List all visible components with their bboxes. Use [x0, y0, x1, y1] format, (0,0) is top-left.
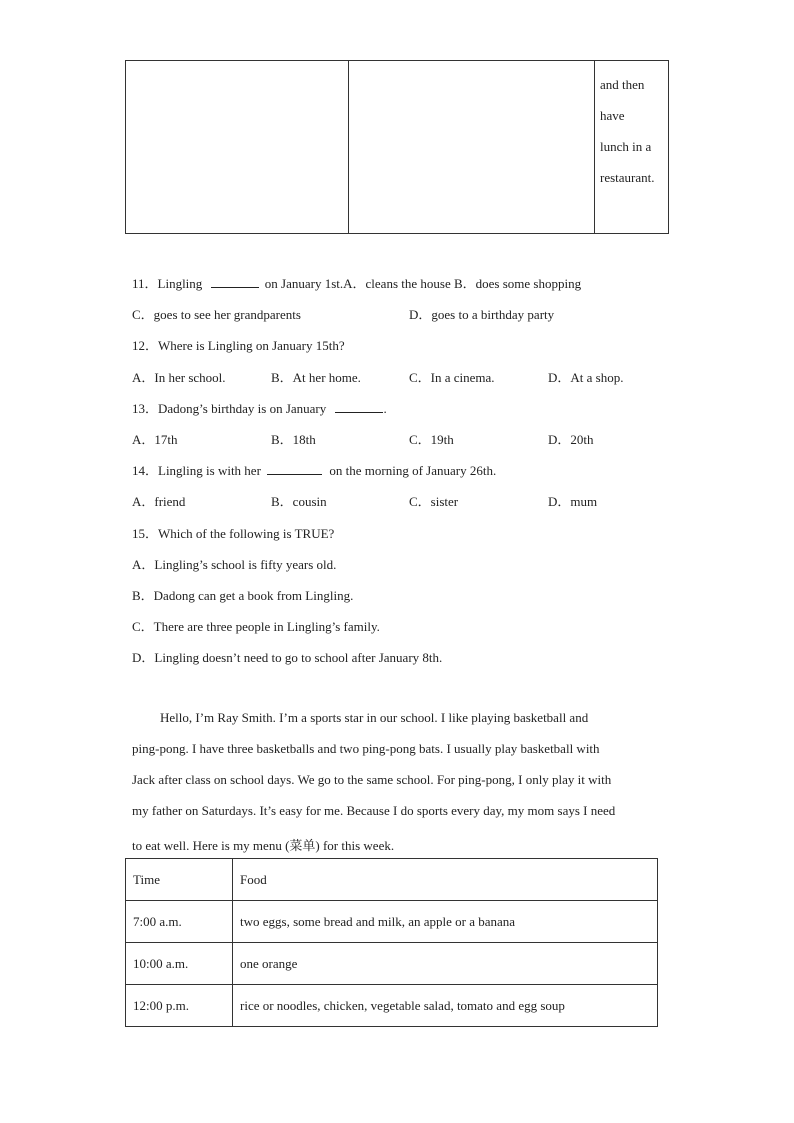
question-15-stem: 15．Which of the following is TRUE? [132, 526, 335, 541]
passage-line: my father on Saturdays. It’s easy for me. Because I do sports every day, my mom says I need [132, 803, 616, 818]
option-b: B．18th [271, 432, 316, 447]
table-divider [348, 61, 349, 233]
option-d: D．At a shop. [548, 370, 624, 385]
food-cell: two eggs, some bread and milk, an apple or a banana [233, 901, 658, 943]
menu-table [125, 858, 658, 1027]
question-text: on the morning of January 26th. [329, 463, 497, 478]
question-13-stem [132, 398, 387, 417]
passage-line: to eat well. Here is my menu (菜单) for this week. [132, 838, 395, 853]
question-text: . [383, 401, 387, 416]
passage-line: ping-pong. I have three basketballs and two ping-pong bats. I usually play basketball with [132, 741, 600, 756]
option-a: A．friend [132, 494, 186, 509]
header-food: Food [233, 859, 658, 901]
option-b: B．cousin [271, 494, 327, 509]
answer-blank [211, 276, 259, 288]
option-b: B．At her home. [271, 370, 361, 385]
option-b: B．Dadong can get a book from Lingling. [132, 588, 354, 603]
answer-blank [267, 463, 322, 475]
question-12-stem: 12．Where is Lingling on January 15th? [132, 338, 345, 353]
question-11-stem [132, 273, 581, 292]
table-row [126, 985, 658, 1027]
cell-line: have [600, 108, 625, 123]
answer-blank [335, 401, 383, 413]
time-cell: 10:00 a.m. [126, 943, 233, 985]
option-d: D．20th [548, 432, 594, 447]
food-cell: one orange [233, 943, 658, 985]
option-c: C．19th [409, 432, 454, 447]
question-text: 13．Dadong’s birthday is on January [132, 401, 327, 416]
option-c: C．In a cinema. [409, 370, 495, 385]
time-cell: 7:00 a.m. [126, 901, 233, 943]
option-d: D．mum [548, 494, 598, 509]
table-row [126, 943, 658, 985]
option-a: A．In her school. [132, 370, 226, 385]
option-c: C．There are three people in Lingling’s family. [132, 619, 380, 634]
option-a: A．Lingling’s school is fifty years old. [132, 557, 337, 572]
table-divider [594, 61, 595, 233]
cell-line: restaurant. [600, 170, 655, 185]
passage-line: Hello, I’m Ray Smith. I’m a sports star in our school. I like playing basketball and [160, 710, 589, 725]
option-d: D．goes to a birthday party [409, 307, 555, 322]
food-cell: rice or noodles, chicken, vegetable salad, tomato and egg soup [233, 985, 658, 1027]
option-d: D．Lingling doesn’t need to go to school after January 8th. [132, 650, 443, 665]
table-header-row [126, 859, 658, 901]
time-cell: 12:00 p.m. [126, 985, 233, 1027]
schedule-table-fragment [125, 60, 669, 234]
question-14-stem [132, 460, 496, 479]
cell-line: and then [600, 77, 645, 92]
option-a: A．17th [132, 432, 178, 447]
header-time: Time [126, 859, 233, 901]
table-row [126, 901, 658, 943]
passage-line: Jack after class on school days. We go to the same school. For ping-pong, I only play it with [132, 772, 612, 787]
question-text: 11．Lingling [132, 276, 203, 291]
option-c: C．goes to see her grandparents [132, 307, 301, 322]
question-text: on January 1st.A．cleans the house B．does some shopping [264, 276, 582, 291]
question-text: 14．Lingling is with her [132, 463, 261, 478]
cell-line: lunch in a [600, 139, 652, 154]
option-c: C．sister [409, 494, 459, 509]
